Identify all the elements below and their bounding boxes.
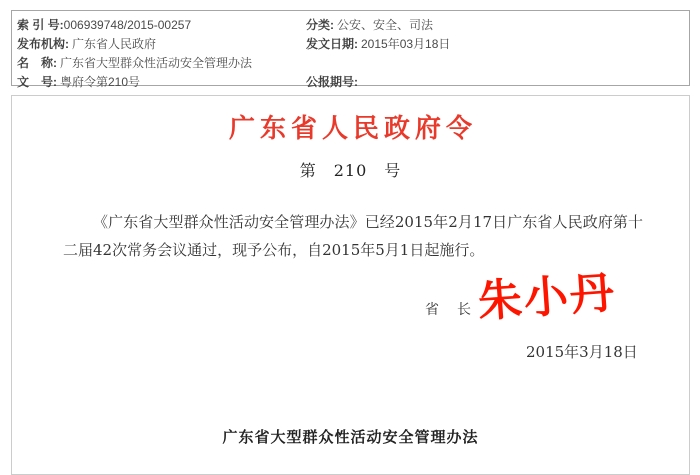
meta-field-gazette-number (306, 73, 689, 92)
decree-title: 广东省人民政府令 (228, 114, 477, 144)
meta-label-doc-number: 文 号: (17, 75, 57, 89)
meta-label-issuing-agency: 发布机构: (17, 37, 69, 51)
document-metadata-panel (11, 10, 690, 89)
meta-field-issue-date (306, 35, 689, 54)
sign-date: 2015年3月18日 (526, 343, 638, 361)
meta-label-index-number: 索 引 号: (17, 18, 64, 32)
meta-value-title: 广东省大型群众性活动安全管理办法 (60, 56, 253, 70)
meta-field-classification (306, 16, 689, 35)
meta-value-classification: 公安、安全、司法 (337, 18, 434, 32)
meta-value-issue-date: 2015年03月18日 (361, 37, 451, 51)
meta-label-gazette-number: 公报期号: (306, 75, 358, 89)
meta-value-issuing-agency: 广东省人民政府 (72, 37, 157, 51)
meta-field-title (17, 54, 306, 73)
signer-title: 省 长 (425, 302, 473, 318)
meta-value-index-number: 006939748/2015-00257 (63, 18, 192, 32)
meta-field-doc-number (17, 73, 306, 92)
decree-body-paragraph: 《广东省大型群众性活动安全管理办法》已经2015年2月17日广东省人民政府第十二届42次常务会议通过，现予公布，自2015年5月1日起施行。 (63, 213, 643, 259)
meta-value-doc-number: 粤府令第210号 (60, 75, 141, 89)
meta-field-issuing-agency (17, 35, 306, 54)
meta-label-issue-date: 发文日期: (306, 37, 358, 51)
decree-number: 第 210 号 (299, 161, 402, 180)
decree-document (11, 95, 690, 475)
metadata-grid (17, 16, 689, 92)
governor-signature: 朱小丹 (476, 267, 618, 328)
meta-field-empty (306, 54, 689, 73)
meta-label-title: 名 称: (17, 56, 57, 70)
document-title: 广东省大型群众性活动安全管理办法 (222, 428, 479, 446)
meta-field-index-number (17, 16, 306, 35)
meta-label-classification: 分类: (306, 18, 334, 32)
